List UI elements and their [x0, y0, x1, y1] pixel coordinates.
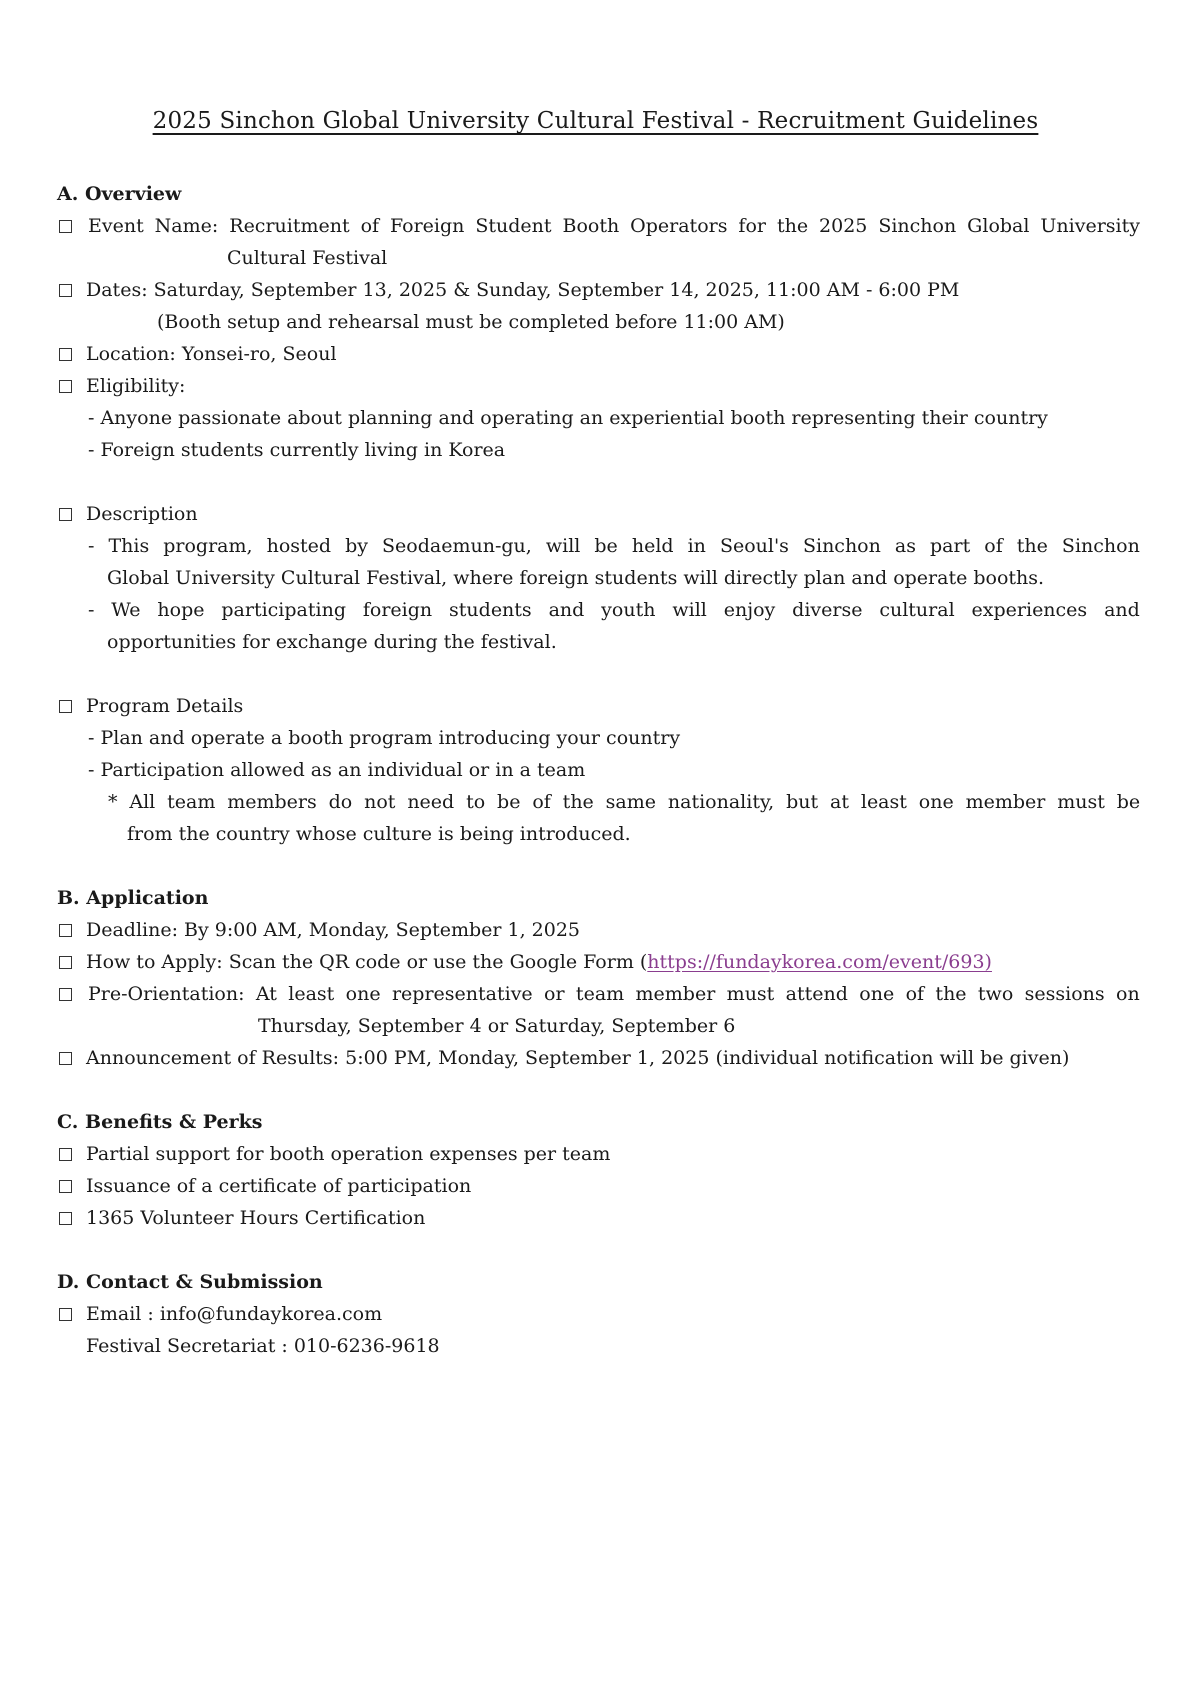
section-b-heading: B. Application [57, 887, 209, 909]
checkbox-icon [59, 508, 72, 521]
announcement-line: Announcement of Results: 5:00 PM, Monday, September 1, 2025 (individual notification will be given) [86, 1047, 1070, 1069]
program-details-label: Program Details [86, 695, 244, 717]
checkbox-icon [59, 380, 72, 393]
google-form-link[interactable]: https://fundaykorea.com/event/693) [647, 951, 992, 973]
program-item-2: - Participation allowed as an individual or in a team [88, 759, 586, 781]
checkbox-icon [59, 284, 72, 297]
benefit-item-1: Partial support for booth operation expenses per team [86, 1143, 611, 1165]
document-title: 2025 Sinchon Global University Cultural Festival - Recruitment Guidelines [152, 108, 1039, 134]
description-item-1-line-2: Global University Cultural Festival, where foreign students will directly plan and operate booths. [107, 567, 1045, 589]
how-to-apply-line: How to Apply: Scan the QR code or use the Google Form (https://fundaykorea.com/event/693) [86, 951, 992, 973]
deadline-line: Deadline: By 9:00 AM, Monday, September 1, 2025 [86, 919, 581, 941]
pre-orientation-line-2: Thursday, September 4 or Saturday, September 6 [258, 1015, 736, 1037]
section-a-heading: A. Overview [57, 183, 182, 205]
benefit-item-2: Issuance of a certificate of participation [86, 1175, 472, 1197]
description-item-2-line-2: opportunities for exchange during the festival. [107, 631, 557, 653]
checkbox-icon [59, 924, 72, 937]
section-c-heading: C. Benefits & Perks [57, 1111, 263, 1133]
checkbox-icon [59, 1180, 72, 1193]
contact-email-line: Email : info@fundaykorea.com [86, 1303, 383, 1325]
checkbox-icon [59, 348, 72, 361]
description-item-1-line-1: - This program, hosted by Seodaemun-gu, will be held in Seoul's Sinchon as part of the Sinchon [88, 535, 1140, 557]
description-label: Description [86, 503, 198, 525]
location-line: Location: Yonsei-ro, Seoul [86, 343, 337, 365]
contact-phone-line: Festival Secretariat : 010-6236-9618 [86, 1335, 440, 1357]
program-note-line-1: * All team members do not need to be of the same nationality, but at least one member must be [108, 791, 1140, 813]
checkbox-icon [59, 220, 72, 233]
event-name-line-2: Cultural Festival [227, 247, 388, 269]
checkbox-icon [59, 1212, 72, 1225]
eligibility-item-2: - Foreign students currently living in Korea [88, 439, 506, 461]
description-item-2-line-1: - We hope participating foreign students and youth will enjoy diverse cultural experiences and [88, 599, 1140, 621]
eligibility-item-1: - Anyone passionate about planning and operating an experiential booth representing their country [88, 407, 1048, 429]
checkbox-icon [59, 988, 72, 1001]
checkbox-icon [59, 1052, 72, 1065]
pre-orientation-line-1: Pre-Orientation: At least one representative or team member must attend one of the two sessions on [88, 983, 1140, 1005]
eligibility-label: Eligibility: [86, 375, 186, 397]
dates-line-2: (Booth setup and rehearsal must be completed before 11:00 AM) [157, 311, 785, 333]
checkbox-icon [59, 1148, 72, 1161]
checkbox-icon [59, 1308, 72, 1321]
dates-line-1: Dates: Saturday, September 13, 2025 & Sunday, September 14, 2025, 11:00 AM - 6:00 PM [86, 279, 960, 301]
checkbox-icon [59, 956, 72, 969]
program-note-line-2: from the country whose culture is being introduced. [127, 823, 631, 845]
section-d-heading: D. Contact & Submission [57, 1271, 323, 1293]
checkbox-icon [59, 700, 72, 713]
event-name-line-1: Event Name: Recruitment of Foreign Student Booth Operators for the 2025 Sinchon Global University [88, 215, 1140, 237]
program-item-1: - Plan and operate a booth program introducing your country [88, 727, 681, 749]
benefit-item-3: 1365 Volunteer Hours Certification [86, 1207, 426, 1229]
